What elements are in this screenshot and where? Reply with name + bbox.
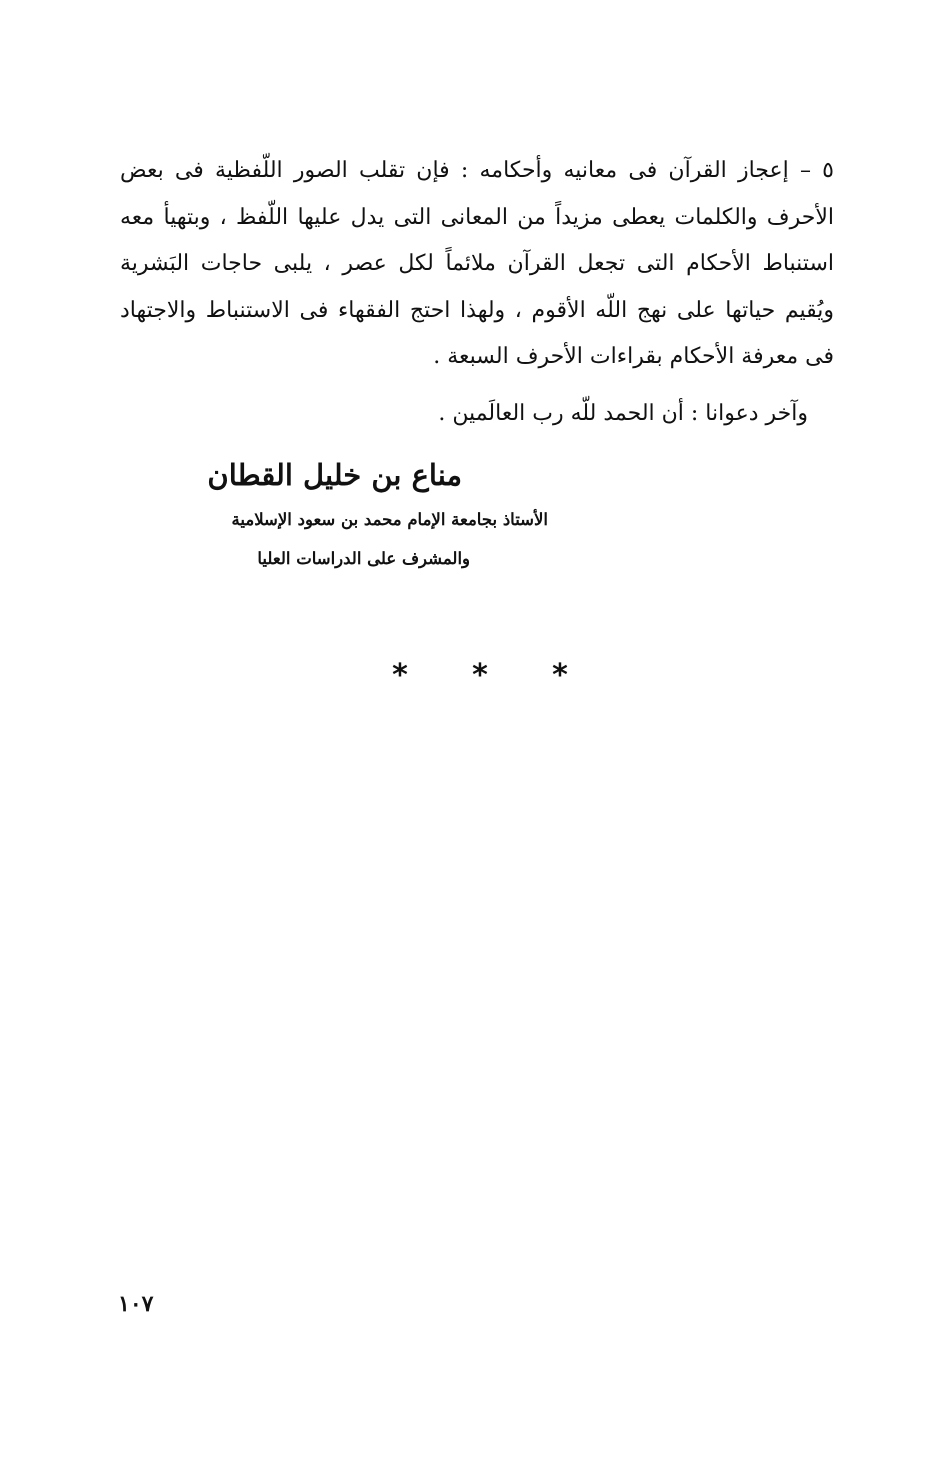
page-number: ١٠٧ [118,1291,154,1317]
closing-line: وآخر دعوانا : أن الحمد للّه رب العالَمين . [438,401,808,426]
author-title: الأستاذ بجامعة الإمام محمد بن سعود الإسلامية [231,510,548,529]
author-signature [180,450,548,578]
author-name: مناع بن خليل القطان [207,458,462,492]
body-paragraph: ٥ – إعجاز القرآن فى معانيه وأحكامه : فإن تقلب الصور اللّفظية فى بعض الأحرف والكلمات يعطى مزيداً من المعانى التى يدل عليها اللّفظ ، وبتهيأ معه استنباط الأحكام التى تجعل القرآن ملائماً لكل عصر ، يلبى حاجات البَشرية ويُقيم حياتها على نهج اللّه الأقوم ، ولهذا احتج الفقهاء فى الاستنباط والاجتهاد فى معرفة الأحكام بقراءات الأحرف السبعة . [120,158,834,369]
author-title-secondary: والمشرف على الدراسات العليا [257,549,470,568]
asterisk-mark: * [392,658,408,693]
asterisk-mark: * [552,658,568,693]
section-separator [380,656,580,696]
asterisk-mark: * [472,658,488,693]
